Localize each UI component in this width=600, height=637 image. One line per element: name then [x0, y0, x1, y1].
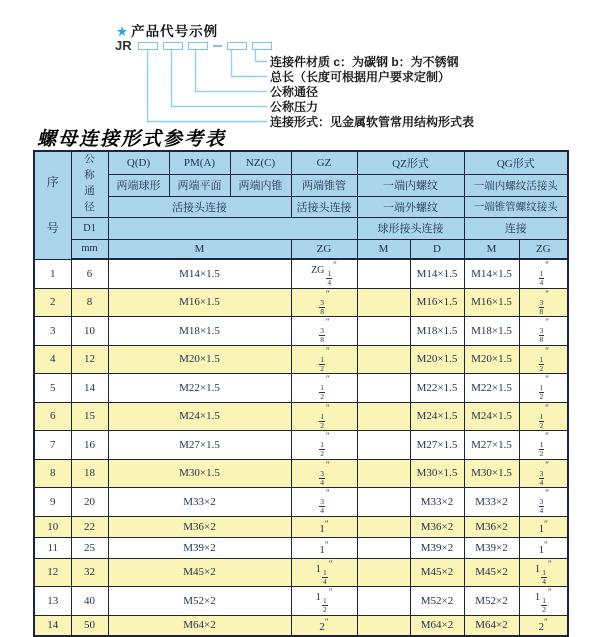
code-box-3 [188, 42, 208, 50]
cell-no: 8 [34, 459, 71, 488]
header-desc-qd: 两端球形 [108, 174, 169, 196]
code-box-4 [227, 42, 247, 50]
cell-qg-m: M36×2 [464, 516, 519, 537]
table-title: 螺母连接形式参考表 [37, 128, 227, 150]
cell-no: 4 [34, 345, 71, 374]
cell-qg-zg: $\frac{3}{4}$ ″ [519, 459, 568, 488]
table-row [34, 537, 568, 558]
cell-gz: ZG $\frac{1}{4}$ ″ [291, 259, 357, 288]
header-desc-qz: 一端内螺纹 [357, 174, 464, 196]
star-icon: ★ [116, 24, 130, 39]
header-unit-m: M [108, 239, 291, 259]
cell-gz: 1 $\frac{1}{2}$ ″ [291, 587, 357, 616]
cell-qg-m: M27×1.5 [464, 431, 519, 460]
cell-qz-d: M16×1.5 [410, 288, 464, 317]
cell-gz: $\frac{3}{4}$ ″ [291, 488, 357, 517]
cell-qg-zg: $\frac{3}{4}$ ″ [519, 488, 568, 517]
table-row [34, 459, 568, 488]
cell-qz-d: M20×1.5 [410, 345, 464, 374]
cell-gz: $\frac{3}{8}$ ″ [291, 288, 357, 317]
header-code-pma: PM(A) [169, 151, 230, 174]
cell-qg-zg: $\frac{1}{2}$ ″ [519, 431, 568, 460]
cell-no: 10 [34, 516, 71, 537]
legend-title [116, 20, 218, 40]
cell-qg-zg: $\frac{1}{2}$ ″ [519, 374, 568, 403]
cell-gz: 2″ [291, 615, 357, 636]
cell-no: 12 [34, 558, 71, 587]
cell-dn: 50 [71, 615, 108, 636]
header-row4-qz: 球形接头连接 [357, 217, 464, 239]
cell-qz-d: M27×1.5 [410, 431, 464, 460]
cell-no: 5 [34, 374, 71, 403]
header-code-nzc: NZ(C) [230, 151, 291, 174]
cell-dn: 8 [71, 288, 108, 317]
table-row [34, 488, 568, 517]
header-empty-span [108, 217, 357, 239]
cell-no: 9 [34, 488, 71, 517]
cell-gz: 1″ [291, 516, 357, 537]
legend-title-text: 产品代号示例 [131, 24, 219, 39]
code-box-5 [252, 42, 272, 50]
cell-m: M18×1.5 [108, 317, 291, 346]
cell-qg-m: M24×1.5 [464, 402, 519, 431]
cell-dn: 20 [71, 488, 108, 517]
header-row3-qz: 一端外螺纹 [357, 196, 464, 217]
cell-qz-m [357, 402, 410, 431]
cell-qg-zg: 1″ [519, 537, 568, 558]
cell-gz: $\frac{1}{2}$ ″ [291, 374, 357, 403]
legend-label-material: 连接件材质 c：为碳钢 b：为不锈钢 [270, 55, 459, 69]
code-box-1 [138, 42, 158, 50]
cell-dn: 25 [71, 537, 108, 558]
header-joint-qpn: 活接头连接 [108, 196, 291, 217]
cell-qg-zg: 1 $\frac{1}{2}$ ″ [519, 587, 568, 616]
cell-gz: $\frac{1}{2}$ ″ [291, 402, 357, 431]
header-joint-gz: 活接头连接 [291, 196, 357, 217]
table-row [34, 259, 568, 288]
header-unit-zg: ZG [291, 239, 357, 259]
cell-no: 3 [34, 317, 71, 346]
cell-qz-m [357, 431, 410, 460]
cell-dn: 10 [71, 317, 108, 346]
cell-no: 14 [34, 615, 71, 636]
cell-no: 6 [34, 402, 71, 431]
cell-qg-m: M52×2 [464, 587, 519, 616]
cell-qz-m [357, 459, 410, 488]
header-seq: 序 号 [34, 151, 71, 259]
nut-connection-reference-table [33, 150, 569, 637]
table-row [34, 516, 568, 537]
header-desc-gz: 两端锥管 [291, 174, 357, 196]
cell-qg-zg: 1″ [519, 516, 568, 537]
cell-qg-m: M14×1.5 [464, 259, 519, 288]
table-body [34, 259, 568, 636]
code-dash [213, 45, 222, 47]
cell-qz-m [357, 615, 410, 636]
cell-qg-zg: $\frac{3}{8}$ ″ [519, 288, 568, 317]
cell-dn: 12 [71, 345, 108, 374]
table-row [34, 587, 568, 616]
cell-no: 13 [34, 587, 71, 616]
cell-qg-m: M30×1.5 [464, 459, 519, 488]
cell-no: 11 [34, 537, 71, 558]
header-unit-qz-m: M [357, 239, 410, 259]
cell-m: M14×1.5 [108, 259, 291, 288]
cell-qz-d: M52×2 [410, 587, 464, 616]
cell-m: M64×2 [108, 615, 291, 636]
table-row [34, 345, 568, 374]
cell-gz: 1″ [291, 537, 357, 558]
cell-m: M27×1.5 [108, 431, 291, 460]
cell-qz-d: M39×2 [410, 537, 464, 558]
cell-qg-m: M64×2 [464, 615, 519, 636]
cell-m: M52×2 [108, 587, 291, 616]
cell-m: M36×2 [108, 516, 291, 537]
cell-qz-d: M18×1.5 [410, 317, 464, 346]
code-box-2 [163, 42, 183, 50]
legend-label-form: 连接形式：见金属软管常用结构形式表 [270, 115, 475, 129]
cell-qz-m [357, 558, 410, 587]
cell-qz-m [357, 537, 410, 558]
cell-dn: 15 [71, 402, 108, 431]
header-code-qd: Q(D) [108, 151, 169, 174]
cell-qz-m [357, 259, 410, 288]
cell-no: 2 [34, 288, 71, 317]
cell-qg-m: M20×1.5 [464, 345, 519, 374]
cell-qz-d: M33×2 [410, 488, 464, 517]
header-unit-qz-d: D [410, 239, 464, 259]
cell-gz: $\frac{3}{4}$ ″ [291, 459, 357, 488]
cell-qz-d: M22×1.5 [410, 374, 464, 403]
cell-qz-m [357, 345, 410, 374]
table-row [34, 615, 568, 636]
table-row [34, 558, 568, 587]
cell-qg-m: M39×2 [464, 537, 519, 558]
cell-qz-d: M64×2 [410, 615, 464, 636]
cell-qz-d: M30×1.5 [410, 459, 464, 488]
cell-m: M45×2 [108, 558, 291, 587]
table-row [34, 317, 568, 346]
cell-dn: 22 [71, 516, 108, 537]
cell-qg-zg: $\frac{1}{2}$ ″ [519, 402, 568, 431]
cell-qz-m [357, 374, 410, 403]
header-row3-qg: 一端锥管螺纹接头 [464, 196, 568, 217]
cell-qz-m [357, 488, 410, 517]
cell-no: 1 [34, 259, 71, 288]
cell-gz: $\frac{1}{2}$ ″ [291, 431, 357, 460]
cell-dn: 6 [71, 259, 108, 288]
header-row4-qg: 连接 [464, 217, 568, 239]
cell-m: M30×1.5 [108, 459, 291, 488]
cell-qz-m [357, 288, 410, 317]
cell-qg-m: M22×1.5 [464, 374, 519, 403]
cell-qz-m [357, 587, 410, 616]
header-desc-nzc: 两端内锥 [230, 174, 291, 196]
cell-qg-m: M16×1.5 [464, 288, 519, 317]
header-mm: mm [71, 239, 108, 259]
cell-qg-m: M45×2 [464, 558, 519, 587]
cell-m: M16×1.5 [108, 288, 291, 317]
cell-qg-zg: 1 $\frac{1}{4}$ ″ [519, 558, 568, 587]
cell-qg-zg: 2″ [519, 615, 568, 636]
cell-qg-m: M33×2 [464, 488, 519, 517]
header-d1: D1 [71, 217, 108, 239]
header-code-qz: QZ形式 [357, 151, 464, 174]
cell-qg-m: M18×1.5 [464, 317, 519, 346]
legend-label-length: 总长（长度可根据用户要求定制） [270, 70, 451, 84]
cell-m: M24×1.5 [108, 402, 291, 431]
product-code-boxes [138, 42, 277, 50]
cell-dn: 16 [71, 431, 108, 460]
cell-qg-zg: $\frac{1}{4}$ ″ [519, 259, 568, 288]
product-code-prefix: JR [115, 38, 132, 53]
cell-no: 7 [34, 431, 71, 460]
cell-qz-m [357, 317, 410, 346]
cell-dn: 32 [71, 558, 108, 587]
header-code-gz: GZ [291, 151, 357, 174]
header-code-qg: QG形式 [464, 151, 568, 174]
cell-m: M22×1.5 [108, 374, 291, 403]
table-row [34, 402, 568, 431]
cell-gz: 1 $\frac{1}{4}$ ″ [291, 558, 357, 587]
cell-dn: 14 [71, 374, 108, 403]
table-row [34, 374, 568, 403]
cell-qz-d: M14×1.5 [410, 259, 464, 288]
header-desc-qg: 一端内螺纹活接头 [464, 174, 568, 196]
cell-dn: 40 [71, 587, 108, 616]
cell-qz-d: M24×1.5 [410, 402, 464, 431]
cell-qz-d: M36×2 [410, 516, 464, 537]
table-row [34, 288, 568, 317]
cell-gz: $\frac{3}{8}$ ″ [291, 317, 357, 346]
header-desc-pma: 两端平面 [169, 174, 230, 196]
header-unit-qg-m: M [464, 239, 519, 259]
legend-label-diameter: 公称通径 [270, 85, 319, 99]
header-dn: 公 称 通 径 [71, 151, 108, 217]
cell-qg-zg: $\frac{3}{8}$ ″ [519, 317, 568, 346]
cell-qz-d: M45×2 [410, 558, 464, 587]
cell-qz-m [357, 516, 410, 537]
cell-m: M20×1.5 [108, 345, 291, 374]
cell-m: M39×2 [108, 537, 291, 558]
cell-dn: 18 [71, 459, 108, 488]
cell-m: M33×2 [108, 488, 291, 517]
table-header [34, 151, 568, 259]
table-row [34, 431, 568, 460]
cell-qg-zg: $\frac{1}{2}$ ″ [519, 345, 568, 374]
header-unit-qg-zg: ZG [519, 239, 568, 259]
legend-label-pressure: 公称压力 [270, 100, 319, 114]
cell-gz: $\frac{1}{2}$ ″ [291, 345, 357, 374]
